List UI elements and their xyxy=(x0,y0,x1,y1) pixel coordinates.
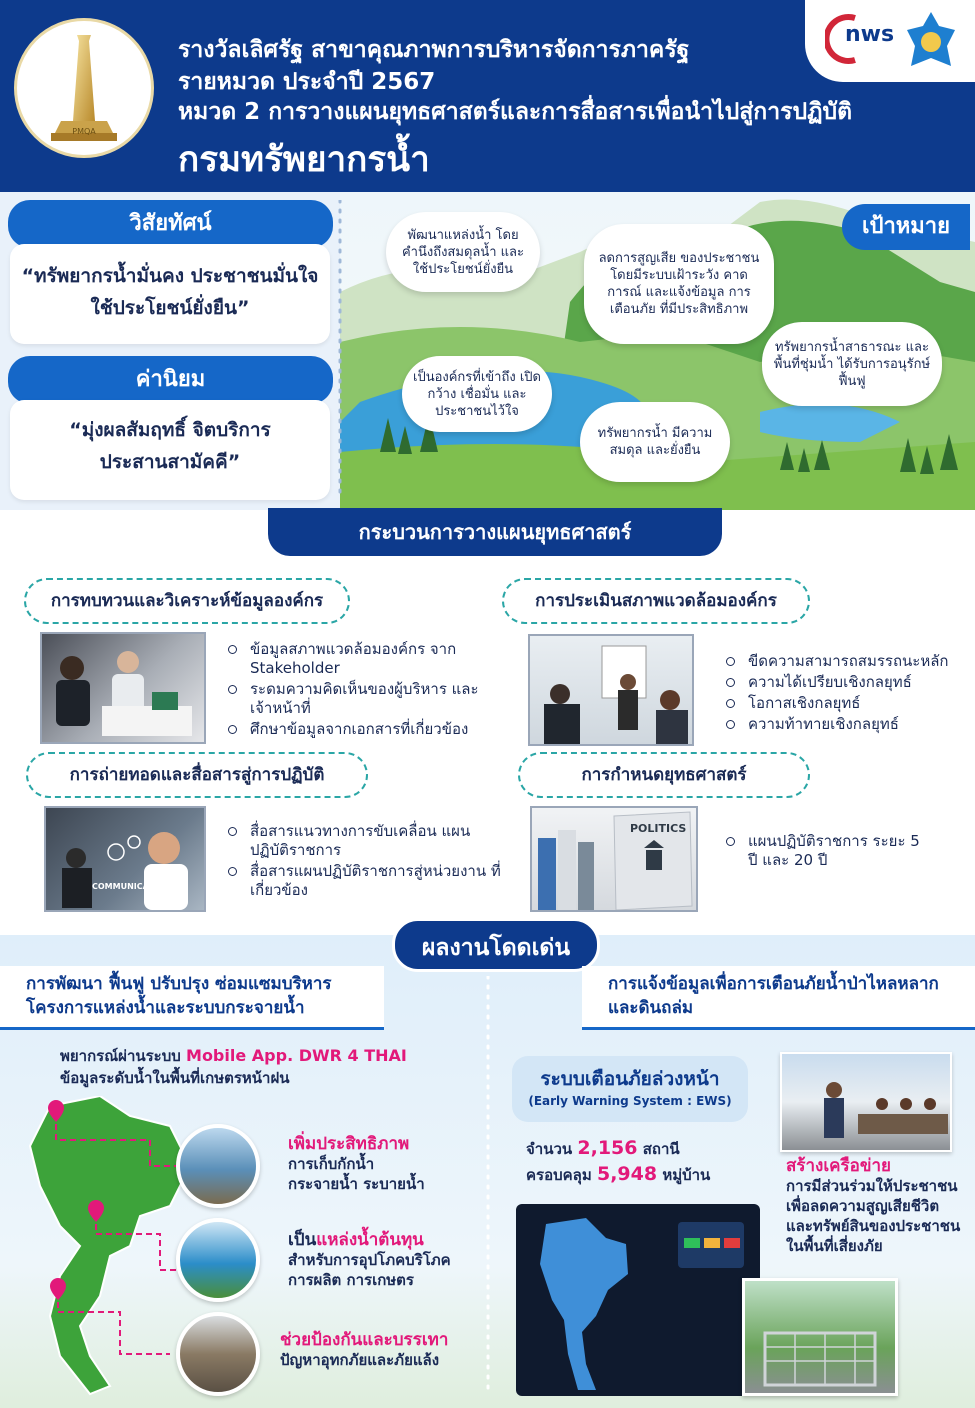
villages-count: 5,948 xyxy=(596,1163,658,1185)
step-2-bullet-4: ความท้าทายเชิงกลยุทธ์ xyxy=(724,715,964,734)
step-2-bullet-1: ขีดความสามารถสมรรถนะหลัก xyxy=(724,652,964,671)
stations-unit: สถานี xyxy=(642,1140,680,1158)
results-left-heading xyxy=(0,966,384,1030)
department-seal-icon xyxy=(903,10,959,72)
network-block xyxy=(786,1156,960,1256)
step-1-bullet-1: ข้อมูลสภาพแวดล้อมองค์กร จาก Stakeholder xyxy=(226,640,496,678)
goal-cloud-5: ทรัพยากรน้ำ มีความสมดุล และยั่งยืน xyxy=(580,402,730,482)
step-4-bullet-1: แผนปฏิบัติราชการ ระยะ 5 ปี และ 20 ปี xyxy=(724,832,924,870)
results-title: ผลงานโดดเด่น xyxy=(392,918,600,972)
network-line-1: การมีส่วนร่วมให้ประชาชน xyxy=(786,1177,958,1195)
villages-unit: หมู่บ้าน xyxy=(662,1166,711,1184)
ews-box xyxy=(512,1056,748,1122)
goal-cloud-2: ลดการสูญเสีย ของประชาชน โดยมีระบบเฝ้าระวัง คาดการณ์ และแจ้งข้อมูล การเตือนภัย ที่มีประสิทธิภาพ xyxy=(584,224,774,344)
step-3-bullet-2: สื่อสารแผนปฏิบัติราชการสู่หน่วยงาน ที่เกี่ยวข้อง xyxy=(226,862,502,900)
step-2-title: การประเมินสภาพแวดล้อมองค์กร xyxy=(502,578,810,624)
forecast-line-2: ข้อมูลระดับน้ำในพื้นที่เกษตรหน้าฝน xyxy=(60,1069,290,1087)
benefit-3-highlight: ช่วยป้องกันและบรรเทา xyxy=(280,1330,449,1350)
ews-dashboard-screenshot xyxy=(516,1204,760,1396)
network-line-4: ในพื้นที่เสี่ยงภัย xyxy=(786,1237,883,1255)
step-3-bullets xyxy=(226,822,502,902)
trophy-label: PMQA xyxy=(72,127,96,136)
header-line-3: หมวด 2 การวางแผนยุทธศาสตร์และการสื่อสารเพื่อนำไปสู่การปฏิบัติ xyxy=(178,99,853,125)
ews-title: ระบบเตือนภัยล่วงหน้า xyxy=(540,1068,720,1090)
benefit-2-highlight: แหล่งน้ำต้นทุน xyxy=(316,1230,424,1250)
network-line-3: และทรัพย์สินของประชาชน xyxy=(786,1217,961,1235)
pmqa-trophy xyxy=(14,18,154,158)
right-heading-line-1: การแจ้งข้อมูลเพื่อการเตือนภัยน้ำป่าไหลหลาก xyxy=(608,974,939,994)
benefit-2-prefix: เป็น xyxy=(288,1230,317,1250)
communication-photo xyxy=(44,806,206,912)
values-quote-line-2: ประสานสามัคคี” xyxy=(99,451,241,473)
header-line-2: รายหมวด ประจำปี 2567 xyxy=(178,69,436,95)
thailand-map-icon xyxy=(20,1096,200,1396)
left-heading-line-2: โครงการแหล่งน้ำและระบบกระจายน้ำ xyxy=(26,998,305,1018)
forecast-prefix: พยากรณ์ผ่านระบบ xyxy=(60,1047,181,1065)
presentation-photo xyxy=(528,634,694,746)
vision-quote-line-1: “ทรัพยากรน้ำมั่นคง ประชาชนมั่นใจ xyxy=(21,265,319,287)
ews-map-icon xyxy=(516,1204,760,1396)
villages-prefix: ครอบคลุม xyxy=(526,1166,592,1184)
values-label: ค่านิยม xyxy=(8,356,333,404)
mobile-app-name: Mobile App. DWR 4 THAI xyxy=(186,1046,407,1065)
villages-stat xyxy=(526,1164,710,1185)
stations-count: 2,156 xyxy=(577,1137,638,1159)
step-3-title: การถ่ายทอดและสื่อสารสู่การปฏิบัติ xyxy=(26,752,368,798)
stations-prefix: จำนวน xyxy=(526,1140,573,1158)
ews-subtitle: (Early Warning System : EWS) xyxy=(528,1094,732,1108)
network-meeting-photo xyxy=(780,1052,952,1152)
vision-label: วิสัยทัศน์ xyxy=(8,200,333,248)
step-4-title: การกำหนดยุทธศาสตร์ xyxy=(518,752,810,798)
header-line-1: รางวัลเลิศรัฐ สาขาคุณภาพการบริหารจัดการภาครัฐ xyxy=(178,37,690,63)
flood-photo xyxy=(176,1312,260,1396)
dotted-divider xyxy=(336,200,344,500)
benefit-1-line-1: การเก็บกักน้ำ xyxy=(288,1155,375,1173)
department-title: กรมทรัพยากรน้ำ xyxy=(178,140,430,180)
water-gate-photo xyxy=(176,1124,260,1208)
communication-icon xyxy=(46,808,204,910)
values-card xyxy=(10,400,330,500)
network-line-2: เพื่อลดความสูญเสียชีวิต xyxy=(786,1197,940,1215)
step-2-bullet-2: ความได้เปรียบเชิงกลยุทธ์ xyxy=(724,673,964,692)
business-meeting-icon xyxy=(42,634,204,742)
step-3-bullet-1: สื่อสารแนวทางการขับเคลื่อน แผนปฏิบัติราชการ xyxy=(226,822,502,860)
benefit-2-line-1: สำหรับการอุปโภคบริโภค xyxy=(288,1251,451,1269)
right-heading-line-2: และดินถล่ม xyxy=(608,998,694,1018)
communication-caption: COMMUNICATION xyxy=(92,882,171,891)
meeting-photo xyxy=(40,632,206,744)
vision-card xyxy=(10,244,330,344)
benefit-1-highlight: เพิ่มประสิทธิภาพ xyxy=(288,1134,410,1154)
benefit-3-line-1: ปัญหาอุทกภัยและภัยแล้ง xyxy=(280,1351,440,1369)
results-right-heading xyxy=(582,966,975,1030)
reservoir-photo xyxy=(176,1218,260,1302)
process-title: กระบวนการวางแผนยุทธศาสตร์ xyxy=(268,508,722,556)
left-heading-line-1: การพัฒนา ฟื้นฟู ปรับปรุง ซ่อมแซมบริหาร xyxy=(26,974,332,994)
network-title: สร้างเครือข่าย xyxy=(786,1156,892,1176)
politics-caption: POLITICS xyxy=(630,822,687,835)
benefit-item-1 xyxy=(288,1134,425,1194)
vision-quote-line-2: ใช้ประโยชน์ยั่งยืน” xyxy=(90,297,250,319)
step-4-bullets xyxy=(724,832,924,872)
logo-area xyxy=(805,0,975,82)
values-quote-line-1: “มุ่งผลสัมฤทธิ์ จิตบริการ xyxy=(69,419,271,441)
step-1-title: การทบทวนและวิเคราะห์ข้อมูลองค์กร xyxy=(24,578,350,624)
benefit-item-3 xyxy=(280,1330,448,1370)
politics-photo xyxy=(530,806,698,912)
station-fence-icon xyxy=(745,1281,895,1393)
step-1-bullet-3: ศึกษาข้อมูลจากเอกสารที่เกี่ยวข้อง xyxy=(226,720,496,739)
goal-cloud-1: พัฒนาแหล่งน้ำ โดยคำนึงถึงสมดุลน้ำ และใช้ประโยชน์ยั่งยืน xyxy=(386,212,540,292)
presentation-icon xyxy=(530,636,692,744)
step-2-bullet-3: โอกาสเชิงกลยุทธ์ xyxy=(724,694,964,713)
nws-logo-text: nws xyxy=(845,22,895,47)
goal-cloud-3: ทรัพยากรน้ำสาธารณะ และพื้นที่ชุ่มน้ำ ได้รับการอนุรักษ์ ฟื้นฟู xyxy=(762,322,942,406)
goals-label: เป้าหมาย xyxy=(842,204,970,250)
benefit-item-2 xyxy=(288,1230,451,1290)
step-1-bullet-2: ระดมความคิดเห็นของผู้บริหาร และเจ้าหน้าที่ xyxy=(226,680,496,718)
goal-cloud-4: เป็นองค์กรที่เข้าถึง เปิดกว้าง เชื่อมั่น และประชาชนไว้ใจ xyxy=(402,356,552,432)
forecast-intro xyxy=(60,1046,407,1066)
results-dotted-divider xyxy=(484,976,492,1396)
benefit-2-line-2: การผลิต การเกษตร xyxy=(288,1271,414,1289)
step-1-bullets xyxy=(226,640,496,741)
ews-station-photo xyxy=(742,1278,898,1396)
step-2-bullets xyxy=(724,652,964,736)
stations-stat xyxy=(526,1138,680,1159)
benefit-1-line-2: กระจายน้ำ ระบายน้ำ xyxy=(288,1175,425,1193)
community-meeting-icon xyxy=(782,1054,950,1150)
